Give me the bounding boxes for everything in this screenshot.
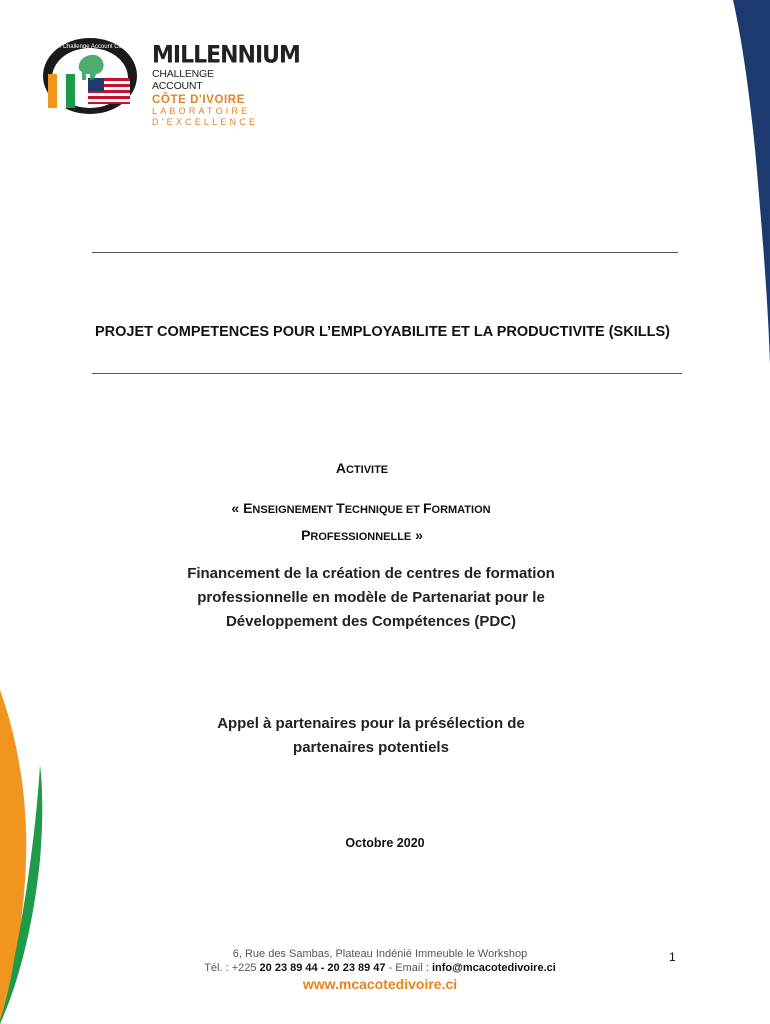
footer-address: 6, Rue des Sambas, Plateau Indénié Immeuble le Workshop <box>232 948 528 960</box>
logo-subtitle: CHALLENGE ACCOUNT <box>152 68 214 92</box>
footer-email[interactable]: info@mcacotedivoire.ci <box>431 962 556 974</box>
mca-emblem-logo <box>32 36 148 116</box>
footer-phone: 20 23 89 44 - 20 23 89 47 <box>259 962 386 974</box>
svg-text:Millennium Challenge Account C: Millennium Challenge Account Côte d'Ivoire <box>32 44 148 50</box>
right-navy-swoosh <box>733 0 770 365</box>
logo-country: CÔTE D'IVOIRE <box>152 94 245 106</box>
page-number: 1 <box>669 950 676 964</box>
activity-title-line1: « ENSEIGNEMENT TECHNIQUE ET FORMATION <box>231 500 491 516</box>
financing-subtitle: Financement de la création de centres de formation professionnelle en modèle de Partenariat pour le Développement des Compétences (PDC) <box>187 565 555 630</box>
top-rule <box>92 252 678 253</box>
mca-wordmark <box>152 41 300 128</box>
project-title: PROJET COMPETENCES POUR L’EMPLOYABILITE ET LA PRODUCTIVITE (SKILLS) <box>95 324 670 340</box>
call-for-partners: Appel à partenaires pour la présélection de partenaires potentiels <box>217 715 525 756</box>
logo-lab-line2: D'EXCELLENCE <box>152 117 259 127</box>
footer-contact: Tél. : +225 20 23 89 44 - 20 23 89 47 - Email : info@mcacotedivoire.ci <box>204 962 556 974</box>
activity-label: ACTIVITE <box>335 460 389 476</box>
logo-title: MILLENNIUM <box>152 41 300 70</box>
logo-lab-line1: LABORATOIRE <box>152 106 251 116</box>
footer-website[interactable]: www.mcacotedivoire.ci <box>302 976 458 992</box>
bottom-rule <box>92 373 682 374</box>
document-date: Octobre 2020 <box>345 836 425 850</box>
activity-title-line2: PROFESSIONNELLE » <box>301 527 423 543</box>
